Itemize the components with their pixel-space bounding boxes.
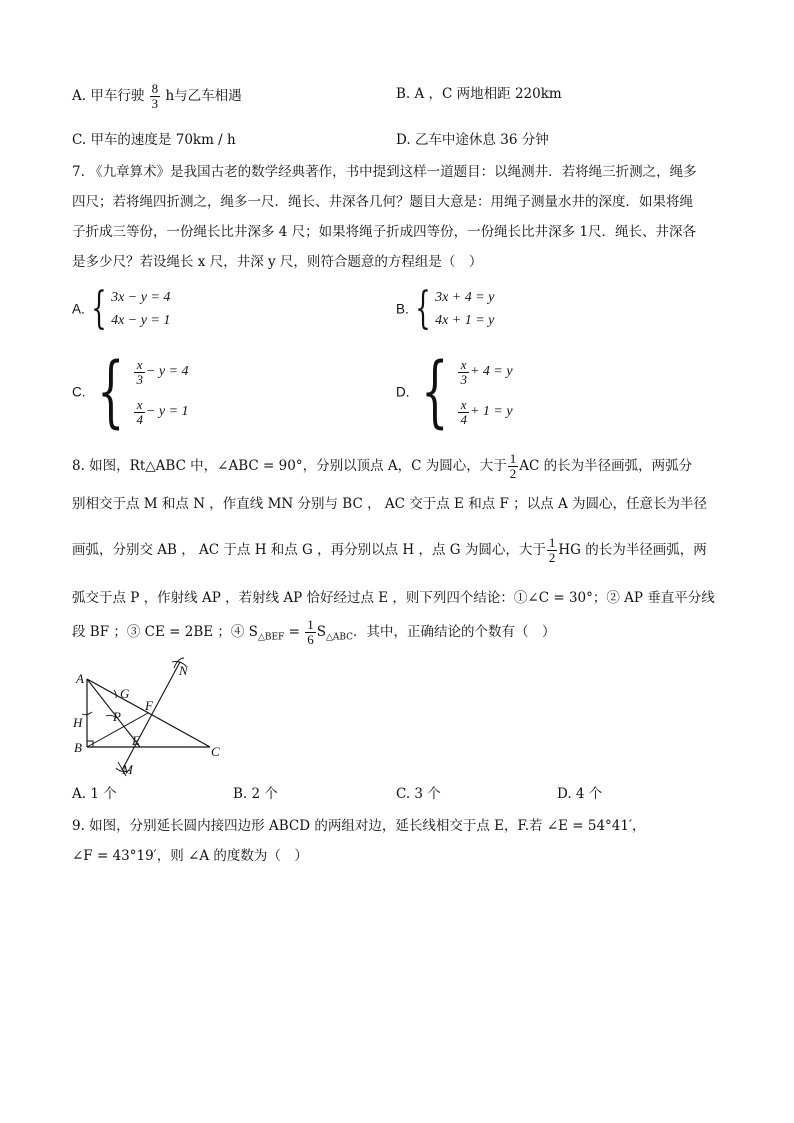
label-e: E [132,733,140,748]
q8-option-d[interactable]: D. 4 个 [557,786,603,802]
label-c: C [211,744,220,759]
brace-icon: { [420,347,449,437]
q8-stem-line-5: 段 BF ；③ CE = 2BE ；④ $S_{\triangle BEF}$ = $\frac{1}{6}$ $S_{\triangle ABC}$．其中，正确结论的个数有（ ） [72,617,556,647]
brace-icon: { [96,347,125,437]
q7-stem-line-1: 7. 《九章算术》是我国古老的数学经典著作，书中提到这样一道题目：以绳测井．若将绳三折测之，绳多 [72,164,697,180]
q8-stem-line-4: 弧交于点 P ，作射线 AP ，若射线 AP 恰好经过点 E ，则下列四个结论：①∠C = 30°；② AP 垂直平分线 [72,590,715,606]
label-a: A [76,671,84,686]
brace-icon: { [415,283,431,334]
q9-stem-line-2: ∠F = 43°19′，则 ∠A 的度数为（ ） [72,848,308,864]
q6-option-a[interactable]: A. 甲车行驶 $\frac{8}{3}$ h与乙车相遇 [72,81,242,111]
label-m: M [122,762,133,777]
label-f: F [145,698,153,713]
label-p: P [113,709,121,724]
label-b: B [74,740,82,755]
q8-geometry-figure [70,652,230,777]
q7-stem-line-3: 子折成三等份，一份绳长比井深多 4 尺；如果将绳子折成四等份，一份绳长比井深多 1尺．绳长、井深各 [72,224,697,240]
q7-option-a[interactable]: A. { 3x − y = 4 4x − y = 1 [72,283,171,334]
q6-option-d[interactable]: D. 乙车中途休息 36 分钟 [396,132,549,148]
q8-option-c[interactable]: C. 3 个 [396,786,441,802]
q8-stem-line-3: 画弧，分别交 AB ， AC 于点 H 和点 G ，再分别以点 H ，点 G 为圆心，大于 $\frac{1}{2}$ HG 的长为半径画弧，两 [72,535,707,565]
label-h: H [73,715,83,730]
q7-stem-line-2: 四尺；若将绳四折测之，绳多一尺．绳长、井深各几何？题目大意是：用绳子测量水井的深度．如果将绳 [72,194,693,210]
q9-stem-line-1: 9. 如图，分别延长圆内接四边形 ABCD 的两组对边，延长线相交于点 E，F.若 ∠E = 54°41′， [72,818,646,834]
brace-icon: { [91,283,107,334]
q6-option-b[interactable]: B. A ，C 两地相距 220km [396,86,562,102]
q7-option-c[interactable]: C. { $\frac{x}{3}$ − y = 4 $\frac{x}{4}$ − y = 1 [72,347,189,437]
q7-option-d[interactable]: D. { $\frac{x}{3}$ + 4 = y $\frac{x}{4}$ + 1 = y [396,347,513,437]
label-n: N [179,663,188,678]
q8-option-a[interactable]: A. 1 个 [72,786,117,802]
line-mn [122,662,180,770]
q8-stem-line-1: 8. 如图，Rt△ABC 中，∠ABC = 90°，分别以顶点 A，C 为圆心，大于 $\frac{1}{2}$ AC 的长为半径画弧，两弧分 [72,451,693,481]
q6-option-c[interactable]: C. 甲车的速度是 70km / h [72,132,236,148]
label-g: G [120,686,130,701]
q7-option-b[interactable]: B. { 3x + 4 = y 4x + 1 = y [396,283,495,334]
q7-stem-line-4: 是多少尺？若设绳长 x 尺，井深 y 尺，则符合题意的方程组是（ ） [72,254,483,270]
q8-stem-line-2: 别相交于点 M 和点 N ，作直线 MN 分别与 BC ， AC 交于点 E 和点 F ；以点 A 为圆心，任意长为半径 [72,496,707,512]
fraction: $\frac{8}{3}$ [151,81,159,111]
q8-option-b[interactable]: B. 2 个 [233,786,278,802]
